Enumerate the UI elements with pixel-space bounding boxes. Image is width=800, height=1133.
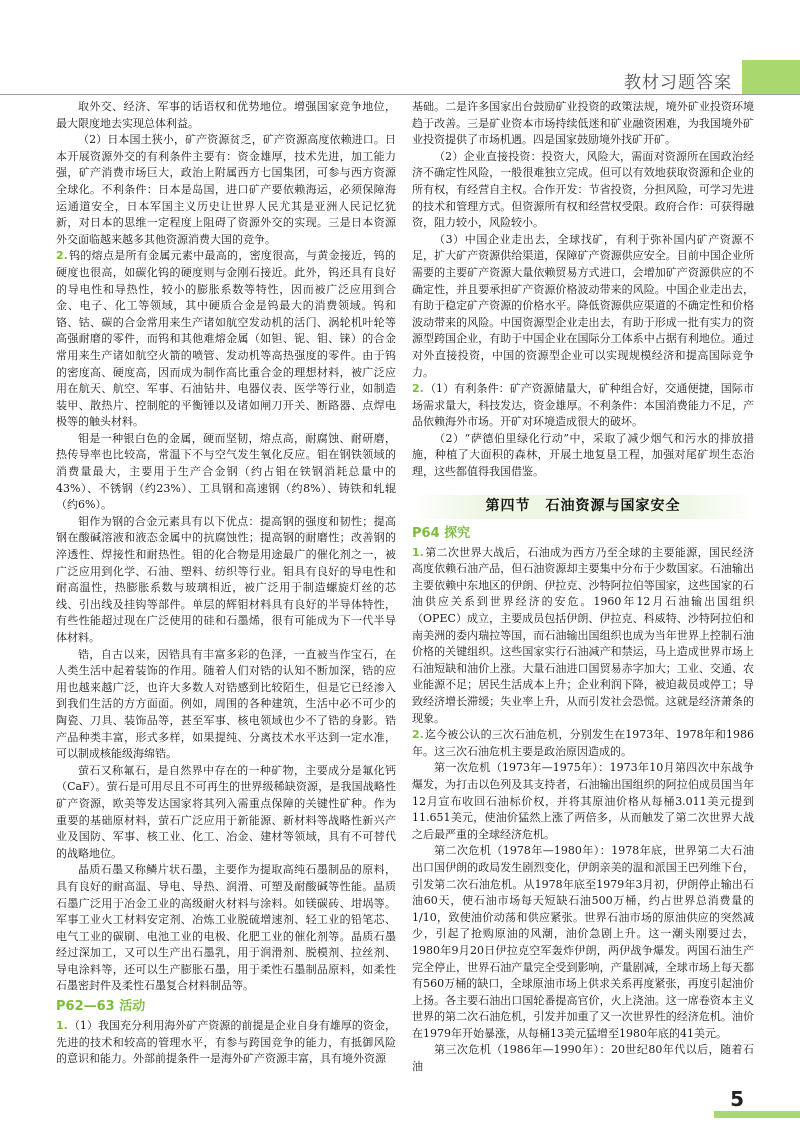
- section-heading: [412, 495, 754, 519]
- left-paragraph-6: 锆，自古以来，因锆具有丰富多彩的色泽，一直被当作宝石，在人类生活中起着装饰的作用。随着人们对锆的认知不断加深，锆的应用也越来越广泛，也许大多数人对锆感到比较陌生，但是它已经渗入到我们生活的方方面面。例如，周围的各种建筑，生活中必不可少的陶瓷、刀具、装饰品等，甚至军事、核电领域也少不了锆的身影。锆产品种类丰富，形式多样，如果提纯、分离技术水平达到一定水准，可以制成核能级海绵锆。: [56, 647, 396, 761]
- right-item-1: [412, 545, 754, 728]
- right-paragraph-8: 第一次危机（1973年—1975年）：1973年10月第四次中东战争爆发，为打击以色列及其支持者，石油输出国组织的阿拉伯成员国当年12月宣布收回石油标价权，并将其原油价格从每桶3.011美元提到11.651美元，使油价猛然上涨了两倍多，从而触发了第二次世界大战之后最严重的全球经济危机。: [412, 761, 754, 841]
- item-number: 2.: [56, 249, 68, 263]
- page-number-accent-bar: [714, 1111, 800, 1118]
- left-paragraph-2: （2）日本国土狭小，矿产资源贫乏，矿产资源高度依赖进口。日本开展资源外交的有利条件主要有：资金雄厚，技术先进，加工能力强，矿产消费市场巨大，政治上附属西方七国集团，可参与西方资源全球化。不利条件：日本是岛国，进口矿产要依赖海运，必须保障海运通道安全，日本军国主义历史让世界人民尤其是亚洲人民记忆犹新，对日本的思维一定程度上阻碍了资源外交的实现。三是日本资源外交面临越来越多其他资源消费大国的竞争。: [56, 133, 396, 246]
- activity-subheading: P62—63 活动: [56, 999, 146, 1015]
- page-number: 5: [730, 1087, 744, 1111]
- right-paragraph-3: （3）中国企业走出去，全球找矿，有利于弥补国内矿产资源不足，扩大矿产资源供给渠道，保障矿产资源供应安全。目前中国企业所需要的主要矿产资源大量依赖贸易方式进口，会增加矿产资源供应的不确定性，并且要承担矿产资源价格波动带来的风险。中国企业走出去，有助于稳定矿产资源的价格水平。降低资源供应渠道的不确定性和价格波动带来的风险。中国资源型企业走出去，有助于形成一批有实力的资源型跨国企业，有助于中国企业在国际分工体系中占据有利地位。通过对外直接投资，中国的资源型企业可以实现规模经济和提高国际竞争力。: [412, 232, 754, 379]
- left-paragraph-3: 钨的熔点是所有金属元素中最高的，密度很高，与黄金接近，钨的硬度也很高，如碳化钨的硬度则与金刚石接近。此外，钨还具有良好的导电性和导热性，较小的膨胀系数等特性，因而被广泛应用到合金、电子、化工等领域，其中硬质合金是钨最大的消费领域。钨和铬、钴、碳的合金常用来生产诸如航空发动机的活门、涡轮机叶轮等高强耐磨的零件，而钨和其他难熔金属（如钽、铌、钼、铼）的合金常用来生产诸如航空火箭的喷管、发动机等高热强度的零件。由于钨的密度高、硬度高，因而成为制作高比重合金的理想材料，被广泛应用在航天、航空、军事、石油钻井、电器仪表、医学等行业，如制造装甲、散热片、控制舵的平衡锤以及诸如闸刀开关、断路器、点焊电极等的触头材料。: [56, 249, 396, 429]
- item-number: 2.: [412, 728, 424, 742]
- left-column: [56, 99, 396, 1068]
- left-item-2: [56, 248, 396, 431]
- section-title: 第四节 石油资源与国家安全: [485, 498, 681, 515]
- right-paragraph-7: 迄今被公认的三次石油危机，分别发生在1973年、1978年和1986年。这三次石油危机主要是政治原因造成的。: [412, 728, 754, 758]
- left-paragraph-4: 钼是一种银白色的金属，硬而坚韧，熔点高，耐腐蚀、耐研磨，热传导率也比较高，常温下不与空气发生氧化反应。钼在钢铁领域的消费量最大，主要用于生产合金钢（约占钼在铁钢消耗总量中的43%）、不锈钢（约23%）、工具钢和高速钢（约8%）、铸铁和轧辊（约6%）。: [56, 431, 396, 512]
- item-number: 2.: [412, 382, 424, 396]
- right-paragraph-9: 第二次危机（1978年—1980年）：1978年底，世界第二大石油出口国伊朗的政局发生剧烈变化，伊朗亲美的温和派国王巴列维下台，引发第二次石油危机。从1978年底至1979年3月初，伊朗停止输出石油60天，使石油市场每天短缺石油500万桶，约占世界总消费量的1/10，致使油价动荡和供应紧张。世界石油市场的原油供应的突然减少，引起了抢购原油的风潮，油价急剧上升。这一潮头刚要过去，1980年9月20日伊拉克空军轰炸伊朗，两伊战争爆发。两国石油生产完全停止，世界石油产量完全受到影响，产量剧减，全球市场上每天都有560万桶的缺口，全球原油市场上供求关系再度紧张，再度引起油价上扬。各主要石油出口国轮番提高官价，火上浇油。这一席卷资本主义世界的第二次石油危机，引发并加重了又一次世界性的经济危机。油价在1979年开始暴涨，从每桶13美元猛增至1980年底的41美元。: [412, 844, 754, 1040]
- header-accent-tab: [742, 60, 800, 94]
- right-item-2b: [412, 727, 754, 760]
- right-paragraph-2: （2）企业直接投资：投资大，风险大，需面对资源所在国政治经济不确定性风险，一般很难独立完成。但可以有效地获取资源和企业的所有权，有经营自主权。合作开发：节省投资，分担风险，可学习先进的技术和管理方式。但资源所有权和经营权受限。政府合作：可获得融资，阻力较小，风险较小。: [412, 149, 754, 230]
- left-paragraph-5: 钼作为钢的合金元素具有以下优点：提高钢的强度和韧性；提高钢在酸碱溶液和液态金属中的抗腐蚀性；提高钢的耐磨性；改善钢的淬透性、焊接性和耐热性。钼的化合物是用途最广的催化剂之一，被广泛应用到化学、石油、塑料、纺织等行业。钼具有良好的导电性和耐高温性，热膨胀系数与玻璃相近，被广泛用于制造螺旋灯丝的芯线、引出线及挂钩等部件。单层的辉钼材料具有良好的半导体特性，有些性能超过现在广泛使用的硅和石墨烯，很有可能成为下一代半导体材料。: [56, 514, 396, 644]
- explore-subheading: P64 探究: [412, 525, 471, 541]
- left-paragraph-1: 取外交、经济、军事的话语权和优势地位。增强国家竞争地位，最大限度地去实现总体利益。: [56, 100, 396, 130]
- left-item-1: [56, 1018, 396, 1068]
- right-paragraph-5: （2）“萨德伯里绿化行动”中，采取了减少烟气和污水的排放措施，种植了大面积的森林，开展土地复垦工程，加强对尾矿坝生态治理，这些都值得我国借鉴。: [412, 431, 754, 479]
- left-paragraph-7: 萤石又称氟石，是自然界中存在的一种矿物，主要成分是氟化钙（CaF）。萤石是可用尽且不可再生的世界级稀缺资源，是我国战略性矿产资源，欧美等发达国家将其列入需重点保障的关键性矿种。作为重要的基础原材料，萤石广泛应用于新能源、新材料等战略性新兴产业及国防、军事、核工业、化工、冶金、建材等领域，具有不可替代的战略地位。: [56, 763, 396, 860]
- right-paragraph-4: （1）有利条件：矿产资源储量大，矿种组合好，交通便捷，国际市场需求量大，科技发达，资金雄厚。不利条件：本国消费能力不足，产品依赖海外市场。开矿对环境造成很大的破坏。: [412, 382, 754, 429]
- right-paragraph-6: 第二次世界大战后，石油成为西方乃至全球的主要能源，国民经济高度依赖石油产品，但石油资源却主要集中分布于少数国家。石油输出主要依赖中东地区的伊朗、伊拉克、沙特阿拉伯等国家，这些国家的石油供应关系到世界经济的安危。1960年12月石油输出国组织（OPEC）成立，主要成员包括伊朗、伊拉克、科威特、沙特阿拉伯和南美洲的委内瑞拉等国，而石油输出国组织也成为当年世界上控制石油价格的关键组织。这些国家实行石油减产和禁运，马上造成世界市场上石油短缺和油价上涨。大量石油进口国贸易赤字加大；工业、交通、农业能源不足；居民生活成本上升；企业利润下降，被迫裁员或停工；导致经济增长滞缓；失业率上升，从而引发社会恐慌。这就是经济萧条的现象。: [412, 545, 754, 725]
- item-number: 1.: [412, 545, 424, 559]
- left-paragraph-8: 晶质石墨又称鳞片状石墨，主要作为提取高纯石墨制品的原料，具有良好的耐高温、导电、导热、润滑、可塑及耐酸碱等性能。晶质石墨广泛用于冶金工业的高级耐火材料与涂料。如镁碳砖、坩埚等。军事工业火工材料安定剂、冶炼工业脱硫增速剂、轻工业的铅笔芯、电气工业的碳刷、电池工业的电极、化肥工业的催化剂等。晶质石墨经过深加工，又可以生产出石墨乳，用于润滑剂、脱模剂、拉丝剂、导电涂料等，还可以生产膨胀石墨，用于柔性石墨制品原料，如柔性石墨密封件及柔性石墨复合材料制品等。: [56, 863, 396, 993]
- header-divider: [0, 94, 800, 95]
- right-paragraph-1: 基础。二是许多国家出台鼓励矿业投资的政策法规，境外矿业投资环境趋于改善。三是矿业资本市场持续低迷和矿业融资困难，为我国境外矿业投资提供了市场机遇。四是国家鼓励境外找矿开矿。: [412, 100, 754, 147]
- left-paragraph-9: （1）我国充分利用海外矿产资源的前提是企业自身有雄厚的资金，先进的技术和较高的管理水平，有参与跨国竞争的能力，有抵御风险的意识和能力。外部前提条件一是海外矿产资源丰富，具有境外资源: [56, 1019, 396, 1066]
- header-title: 教材习题答案: [624, 73, 732, 93]
- right-paragraph-10: 第三次危机（1986年—1990年）：20世纪80年代以后，随着石油: [412, 1043, 754, 1074]
- right-column: [412, 99, 754, 1076]
- right-item-2: [412, 381, 754, 431]
- item-number: 1.: [56, 1019, 68, 1033]
